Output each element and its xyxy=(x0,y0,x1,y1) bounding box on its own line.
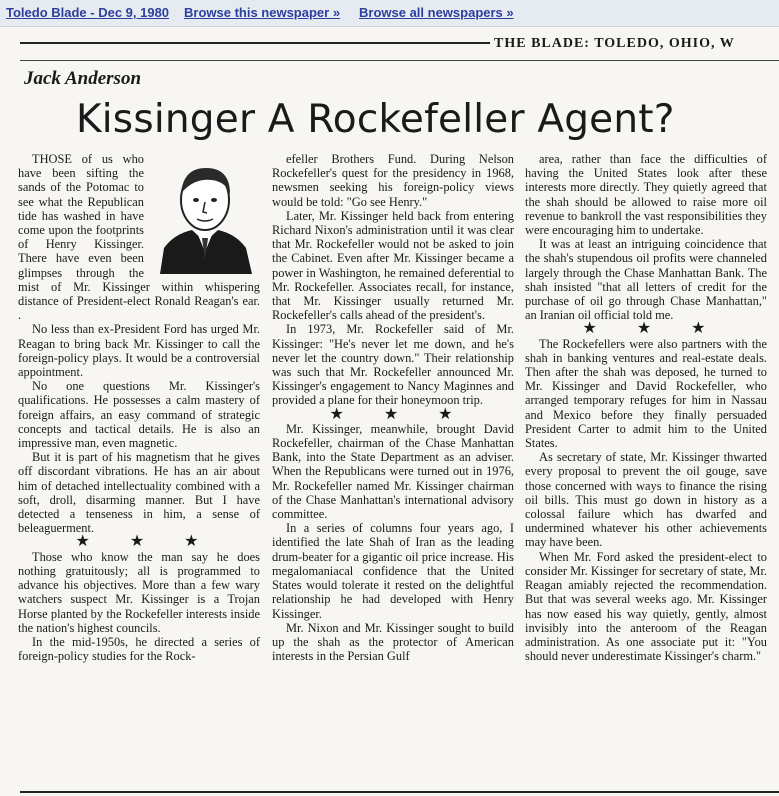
article-column-2 xyxy=(272,152,514,663)
masthead-rule xyxy=(20,42,490,44)
byline: Jack Anderson xyxy=(24,68,142,89)
paragraph: Mr. Nixon and Mr. Kissinger sought to build up the shah as the protector of American interests in the Persian Gulf xyxy=(272,620,514,664)
section-separator-stars: ★ ★ ★ xyxy=(329,405,471,423)
paragraph: The Rockefellers were also partners with the shah in banking ventures and real-estate deals. Then after the shah was deposed, he turned to Mr. Kissinger and David Rockefeller, who arranged temporary refuges for him in Nassau and Mexico before they finally persuaded President Carter to admit him to the United States. xyxy=(525,336,767,451)
paragraph: THOSE of us who have been sifting the sands of the Potomac to see what the Republican tide has washed in have come upon the footprints of Henry Kissinger. There have even been glimpses through the mist of Mr. Kissinger within whispering distance of President-elect Ronald Reagan's ear. . xyxy=(18,152,260,323)
bottom-rule xyxy=(20,791,779,793)
paragraph: When Mr. Ford asked the president-elect to consider Mr. Kissinger for secretary of state, Mr. Reagan amiably rejected the recommendation. But that was several weeks ago. Mr. Kissinger has now eased his way quietly, gently, almost invisibly into the anteroom of the Reagan administration. As one associate put it: "You should never underestimate Kissinger's charm." xyxy=(525,549,767,664)
newspaper-date-link[interactable]: Toledo Blade - Dec 9, 1980 xyxy=(6,5,170,20)
masthead-dateline: THE BLADE: TOLEDO, OHIO, W xyxy=(494,36,735,51)
paragraph: Later, Mr. Kissinger held back from entering Richard Nixon's administration until it was clear that Mr. Rockefeller would not be asked to join the Cabinet. Even after Mr. Kissinger became a power in Washington, he remained deferential to Mr. Rockefeller. Associates recall, for instance, that Mr. Kissinger usually returned Mr. Rockefeller's calls ahead of the president's. xyxy=(272,208,514,323)
paragraph: efeller Brothers Fund. During Nelson Rockefeller's quest for the presidency in 1968, newsmen seeking his foreign-policy views would be told: "Go see Henry." xyxy=(272,152,514,209)
paragraph: No less than ex-President Ford has urged Mr. Reagan to bring back Mr. Kissinger to call the foreign-policy plays. It would be a controversial appointment. xyxy=(18,322,260,380)
paragraph: Those who know the man say he does nothing gratuitously; all is programmed to advance his objectives. More than a few wary watchers suspect Mr. Kissinger is a Trojan Horse planted by the Rockefeller interests inside the nation's highest councils. xyxy=(18,549,260,635)
paragraph: area, rather than face the difficulties of having the United States look after these interests more directly. They quietly agreed that the shah should be allowed to raise more oil revenue to bankroll the vast responsibilities they were encouraging him to undertake. xyxy=(525,152,767,238)
viewer-toolbar xyxy=(0,0,779,27)
newspaper-page xyxy=(0,27,779,796)
section-separator-stars: ★ ★ ★ xyxy=(582,320,724,338)
browse-all-newspapers-link[interactable]: Browse all newspapers » xyxy=(359,5,514,20)
paragraph: As secretary of state, Mr. Kissinger thwarted every proposal to prevent the oil gouge, save those concerned with ways to finance the rising oil bills. This must go down in history as a colossal failure which has dwarfed and undermined whatever his other achievements may have been. xyxy=(525,450,767,550)
paragraph: In the mid-1950s, he directed a series of foreign-policy studies for the Rock- xyxy=(18,634,260,664)
paragraph: Mr. Kissinger, meanwhile, brought David Rockefeller, chairman of the Chase Manhattan Bank, into the State Department as an adviser. When the Republicans were turned out in 1976, Mr. Rockefeller named Mr. Kissinger chairman of the Chase Manhattan's international advisory committee. xyxy=(272,421,514,522)
article-column-3 xyxy=(525,152,767,663)
browse-this-newspaper-link[interactable]: Browse this newspaper » xyxy=(184,5,341,20)
article-column-1 xyxy=(18,152,260,663)
author-portrait-photo xyxy=(150,156,260,274)
section-separator-stars: ★ ★ ★ xyxy=(75,533,217,551)
paragraph: No one questions Mr. Kissinger's qualifications. He possesses a calm mastery of foreign affairs, an easy command of strategic concepts and tactical details. He is also an impressive man, even magnetic. xyxy=(18,379,260,451)
headline: Kissinger A Rockefeller Agent? xyxy=(76,97,675,142)
divider xyxy=(20,60,779,61)
paragraph: In 1973, Mr. Rockefeller said of Mr. Kissinger: "He's never let me down, and he's never let the country down." Their relationship was such that Mr. Rockefeller announced Mr. Kissinger's engagement to Nancy Maginnes and provided a plane for their honeymoon trip. xyxy=(272,322,514,408)
paragraph: But it is part of his magnetism that he gives off discordant vibrations. He has an air about him of detached intellectuality combined with a soft, droll, disarming manner. But I have detected a tenseness in him, a sense of beleaguerment. xyxy=(18,450,260,536)
paragraph: In a series of columns four years ago, I identified the late Shah of Iran as the leading drum-beater for a gigantic oil price increase. His megalomaniacal confidence that the United States would tolerate it rested on the delightful relationship he had developed with Henry Kissinger. xyxy=(272,521,514,621)
paragraph: It was at least an intriguing coincidence that the shah's stupendous oil profits were channeled largely through the Chase Manhattan Bank. The shah insisted "that all letters of credit for the purchase of oil go through Chase Manhattan," an Iranian oil official told me. xyxy=(525,237,767,323)
